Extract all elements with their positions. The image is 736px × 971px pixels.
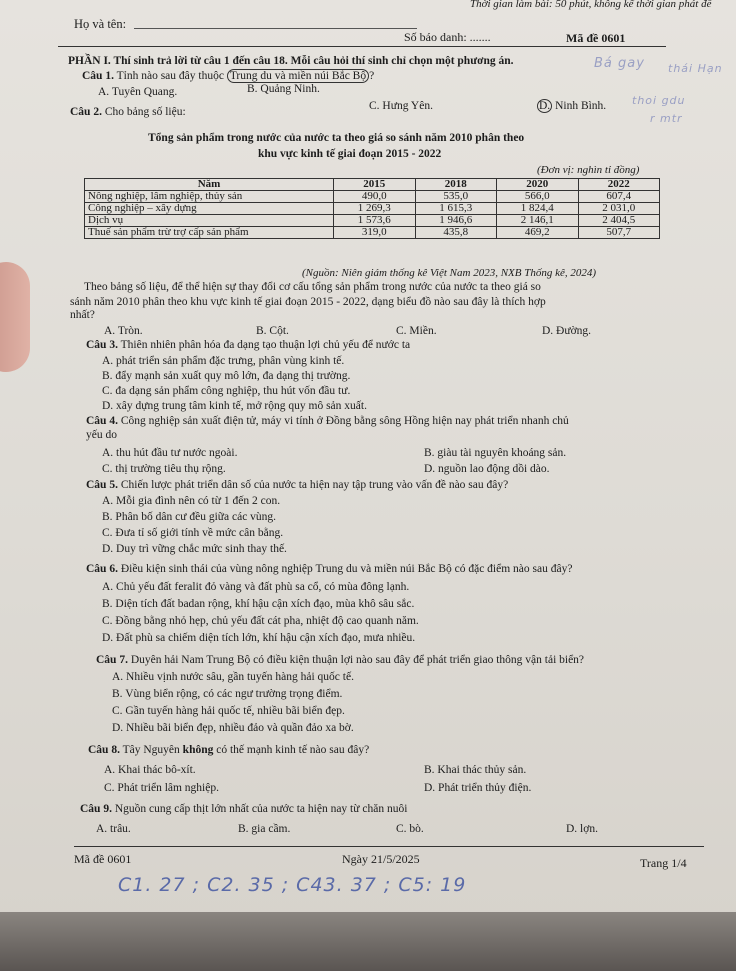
- footer-date: Ngày 21/5/2025: [342, 852, 420, 866]
- table-cell: 319,0: [334, 227, 416, 239]
- q7-option-c[interactable]: C. Gần tuyến hàng hải quốc tế, nhiều bãi biển đẹp.: [112, 705, 345, 717]
- table-header: 2018: [415, 179, 497, 191]
- q7-option-a[interactable]: A. Nhiều vịnh nước sâu, gần tuyến hàng hải quốc tế.: [112, 671, 354, 683]
- margin-note: thái Hạn: [668, 62, 723, 75]
- table-row: [85, 191, 660, 203]
- footer-code: Mã đề 0601: [74, 852, 132, 866]
- q6-option-c[interactable]: C. Đồng bằng nhỏ hẹp, chủ yếu đất cát pha, nhiệt độ cao quanh năm.: [102, 615, 419, 627]
- table-cell: 607,4: [578, 191, 660, 203]
- table-title: Tổng sản phẩm trong nước của nước ta theo giá so sánh năm 2010 phân theo: [148, 132, 525, 144]
- q9-option-d[interactable]: D. lợn.: [566, 823, 598, 835]
- question-4: Câu 4. Công nghiệp sản xuất điện tử, máy vi tính ở Đồng bằng sông Hồng hiện nay phát triển nhanh chủ: [86, 415, 569, 427]
- q8-option-d[interactable]: D. Phát triển thủy điện.: [424, 782, 532, 794]
- q4-option-b[interactable]: B. giàu tài nguyên khoáng sản.: [424, 447, 567, 459]
- q5-option-b[interactable]: B. Phân bố dân cư đều giữa các vùng.: [102, 511, 277, 523]
- q1-option-c[interactable]: C. Hưng Yên.: [369, 100, 433, 112]
- table-source: (Nguồn: Niên giám thống kê Việt Nam 2023, NXB Thống kê, 2024): [302, 267, 597, 279]
- q3-option-a[interactable]: A. phát triển sản phẩm đặc trưng, phân vùng kinh tế.: [102, 355, 345, 367]
- table-cell: Nông nghiệp, lâm nghiệp, thủy sản: [85, 191, 334, 203]
- q9-option-c[interactable]: C. bò.: [396, 823, 424, 835]
- q3-option-d[interactable]: D. xây dựng trung tâm kinh tế, mở rộng quy mô sản xuất.: [102, 400, 367, 412]
- q5-option-c[interactable]: C. Đưa tỉ số giới tính về mức cân bằng.: [102, 527, 284, 539]
- sbd-label: Số báo danh: .......: [404, 30, 491, 44]
- header-rule: [58, 46, 666, 47]
- q8-option-b[interactable]: B. Khai thác thủy sản.: [424, 764, 527, 776]
- table-unit: (Đơn vị: nghìn tỉ đồng): [537, 164, 640, 176]
- margin-note: Bá gay: [594, 56, 645, 71]
- q2-option-b[interactable]: B. Cột.: [256, 325, 289, 337]
- exam-code: Mã đề 0601: [566, 31, 626, 45]
- footer-page: Trang 1/4: [640, 856, 687, 870]
- q6-option-a[interactable]: A. Chủ yếu đất feralit đỏ vàng và đất phù sa cổ, có mùa đông lạnh.: [102, 581, 410, 593]
- q8-option-c[interactable]: C. Phát triển lâm nghiệp.: [104, 782, 219, 794]
- table-cell: 507,7: [578, 227, 660, 239]
- table-header: Năm: [85, 179, 334, 191]
- q4-option-d[interactable]: D. nguồn lao động dồi dào.: [424, 463, 550, 475]
- name-line: [134, 28, 417, 29]
- q6-option-d[interactable]: D. Đất phù sa chiếm diện tích lớn, khí hậu cận xích đạo, mưa nhiều.: [102, 632, 416, 644]
- q3-option-b[interactable]: B. đẩy mạnh sản xuất quy mô lớn, đa dạng thị trường.: [102, 370, 351, 382]
- table-cell: Thuế sản phẩm trừ trợ cấp sản phẩm: [85, 227, 334, 239]
- part-1-heading: PHẦN I. Thí sinh trả lời từ câu 1 đến câu 18. Mỗi câu hỏi thí sinh chỉ chọn một phương án.: [68, 55, 514, 67]
- time-note: Thời gian làm bài: 50 phút, không kể thời gian phát đề: [470, 0, 712, 10]
- question-5: Câu 5. Chiến lược phát triển dân số của nước ta hiện nay tập trung vào vấn đề nào sau đây?: [86, 479, 509, 491]
- name-label: Họ và tên:: [74, 17, 127, 31]
- margin-note: thoi gdu: [632, 94, 686, 107]
- q6-option-b[interactable]: B. Diện tích đất badan rộng, khí hậu cận xích đạo, mùa khô sâu sắc.: [102, 598, 415, 610]
- margin-note: r mtr: [650, 112, 683, 125]
- q2-question-line-3: nhất?: [70, 309, 95, 321]
- question-2: Câu 2. Cho bảng số liệu:: [70, 106, 186, 118]
- q2-option-c[interactable]: C. Miền.: [396, 325, 437, 337]
- q8-option-a[interactable]: A. Khai thác bô-xít.: [104, 764, 196, 776]
- q2-question-line-1: Theo bảng số liệu, để thể hiện sự thay đổi cơ cấu tổng sản phẩm trong nước của nước ta theo giá so: [84, 281, 541, 293]
- table-cell: Công nghiệp – xây dựng: [85, 203, 334, 215]
- q9-option-a[interactable]: A. trâu.: [96, 823, 131, 835]
- table-cell: Dịch vụ: [85, 215, 334, 227]
- table-cell: 469,2: [497, 227, 579, 239]
- table-row: [85, 215, 660, 227]
- table-cell: 2 146,1: [497, 215, 579, 227]
- q1-option-d[interactable]: D. Ninh Bình.: [539, 100, 607, 112]
- table-cell: 1 824,4: [497, 203, 579, 215]
- table-header: 2015: [334, 179, 416, 191]
- q4-option-a[interactable]: A. thu hút đầu tư nước ngoài.: [102, 447, 238, 459]
- q5-option-d[interactable]: D. Duy trì vững chắc mức sinh thay thế.: [102, 543, 287, 555]
- q2-question-line-2: sánh năm 2010 phân theo khu vực kinh tế giai đoạn 2015 - 2022, dạng biểu đồ nào sau đây là thích hợp: [70, 296, 546, 308]
- table-header-row: [85, 179, 660, 191]
- question-3: Câu 3. Thiên nhiên phân hóa đa dạng tạo thuận lợi chủ yếu để nước ta: [86, 339, 411, 351]
- table-cell: 435,8: [415, 227, 497, 239]
- background-surface: [0, 912, 736, 971]
- q9-option-b[interactable]: B. gia cầm.: [238, 823, 291, 835]
- q7-option-d[interactable]: D. Nhiều bãi biển đẹp, nhiều đảo và quần đảo xa bờ.: [112, 722, 354, 734]
- table-cell: 1 946,6: [415, 215, 497, 227]
- q5-option-a[interactable]: A. Mỗi gia đình nên có từ 1 đến 2 con.: [102, 495, 281, 507]
- gdp-table: [84, 178, 660, 239]
- table-cell: 1 269,3: [334, 203, 416, 215]
- table-subtitle: khu vực kinh tế giai đoạn 2015 - 2022: [258, 148, 442, 160]
- table-cell: 2 404,5: [578, 215, 660, 227]
- table-row: [85, 227, 660, 239]
- table-row: [85, 203, 660, 215]
- table-cell: 566,0: [497, 191, 579, 203]
- table-cell: 1 573,6: [334, 215, 416, 227]
- table-header: 2022: [578, 179, 660, 191]
- q1-option-a[interactable]: A. Tuyên Quang.: [98, 86, 178, 98]
- table-header: 2020: [497, 179, 579, 191]
- question-7: Câu 7. Duyên hải Nam Trung Bộ có điều kiện thuận lợi nào sau đây để phát triển giao thông vận tải biển?: [96, 654, 585, 666]
- footer-rule: [74, 846, 704, 847]
- q4-option-c[interactable]: C. thị trường tiêu thụ rộng.: [102, 463, 226, 475]
- table-cell: 490,0: [334, 191, 416, 203]
- table-cell: 535,0: [415, 191, 497, 203]
- finger: [0, 262, 30, 372]
- question-1: Câu 1. Tỉnh nào sau đây thuộc Trung du và miền núi Bắc Bộ ?: [82, 70, 375, 82]
- q7-option-b[interactable]: B. Vùng biển rộng, có các ngư trường trọng điểm.: [112, 688, 343, 700]
- handwritten-answers: C1. 27 ; C2. 35 ; C43. 37 ; C5: 19: [118, 874, 467, 896]
- table-cell: 2 031,0: [578, 203, 660, 215]
- q4-question-line-2: yếu do: [86, 429, 117, 441]
- q2-option-d[interactable]: D. Đường.: [542, 325, 592, 337]
- q1-option-b[interactable]: B. Quảng Ninh.: [247, 83, 320, 95]
- q2-option-a[interactable]: A. Tròn.: [104, 325, 143, 337]
- q3-option-c[interactable]: C. đa dạng sản phẩm công nghiệp, thu hút vốn đầu tư.: [102, 385, 351, 397]
- question-6: Câu 6. Điều kiện sinh thái của vùng nông nghiệp Trung du và miền núi Bắc Bộ có đặc điểm nào sau đây?: [86, 563, 573, 575]
- question-8: Câu 8. Tây Nguyên không có thế mạnh kinh tế nào sau đây?: [88, 744, 370, 756]
- table-cell: 1 615,3: [415, 203, 497, 215]
- question-9: Câu 9. Nguồn cung cấp thịt lớn nhất của nước ta hiện nay từ chăn nuôi: [80, 803, 408, 815]
